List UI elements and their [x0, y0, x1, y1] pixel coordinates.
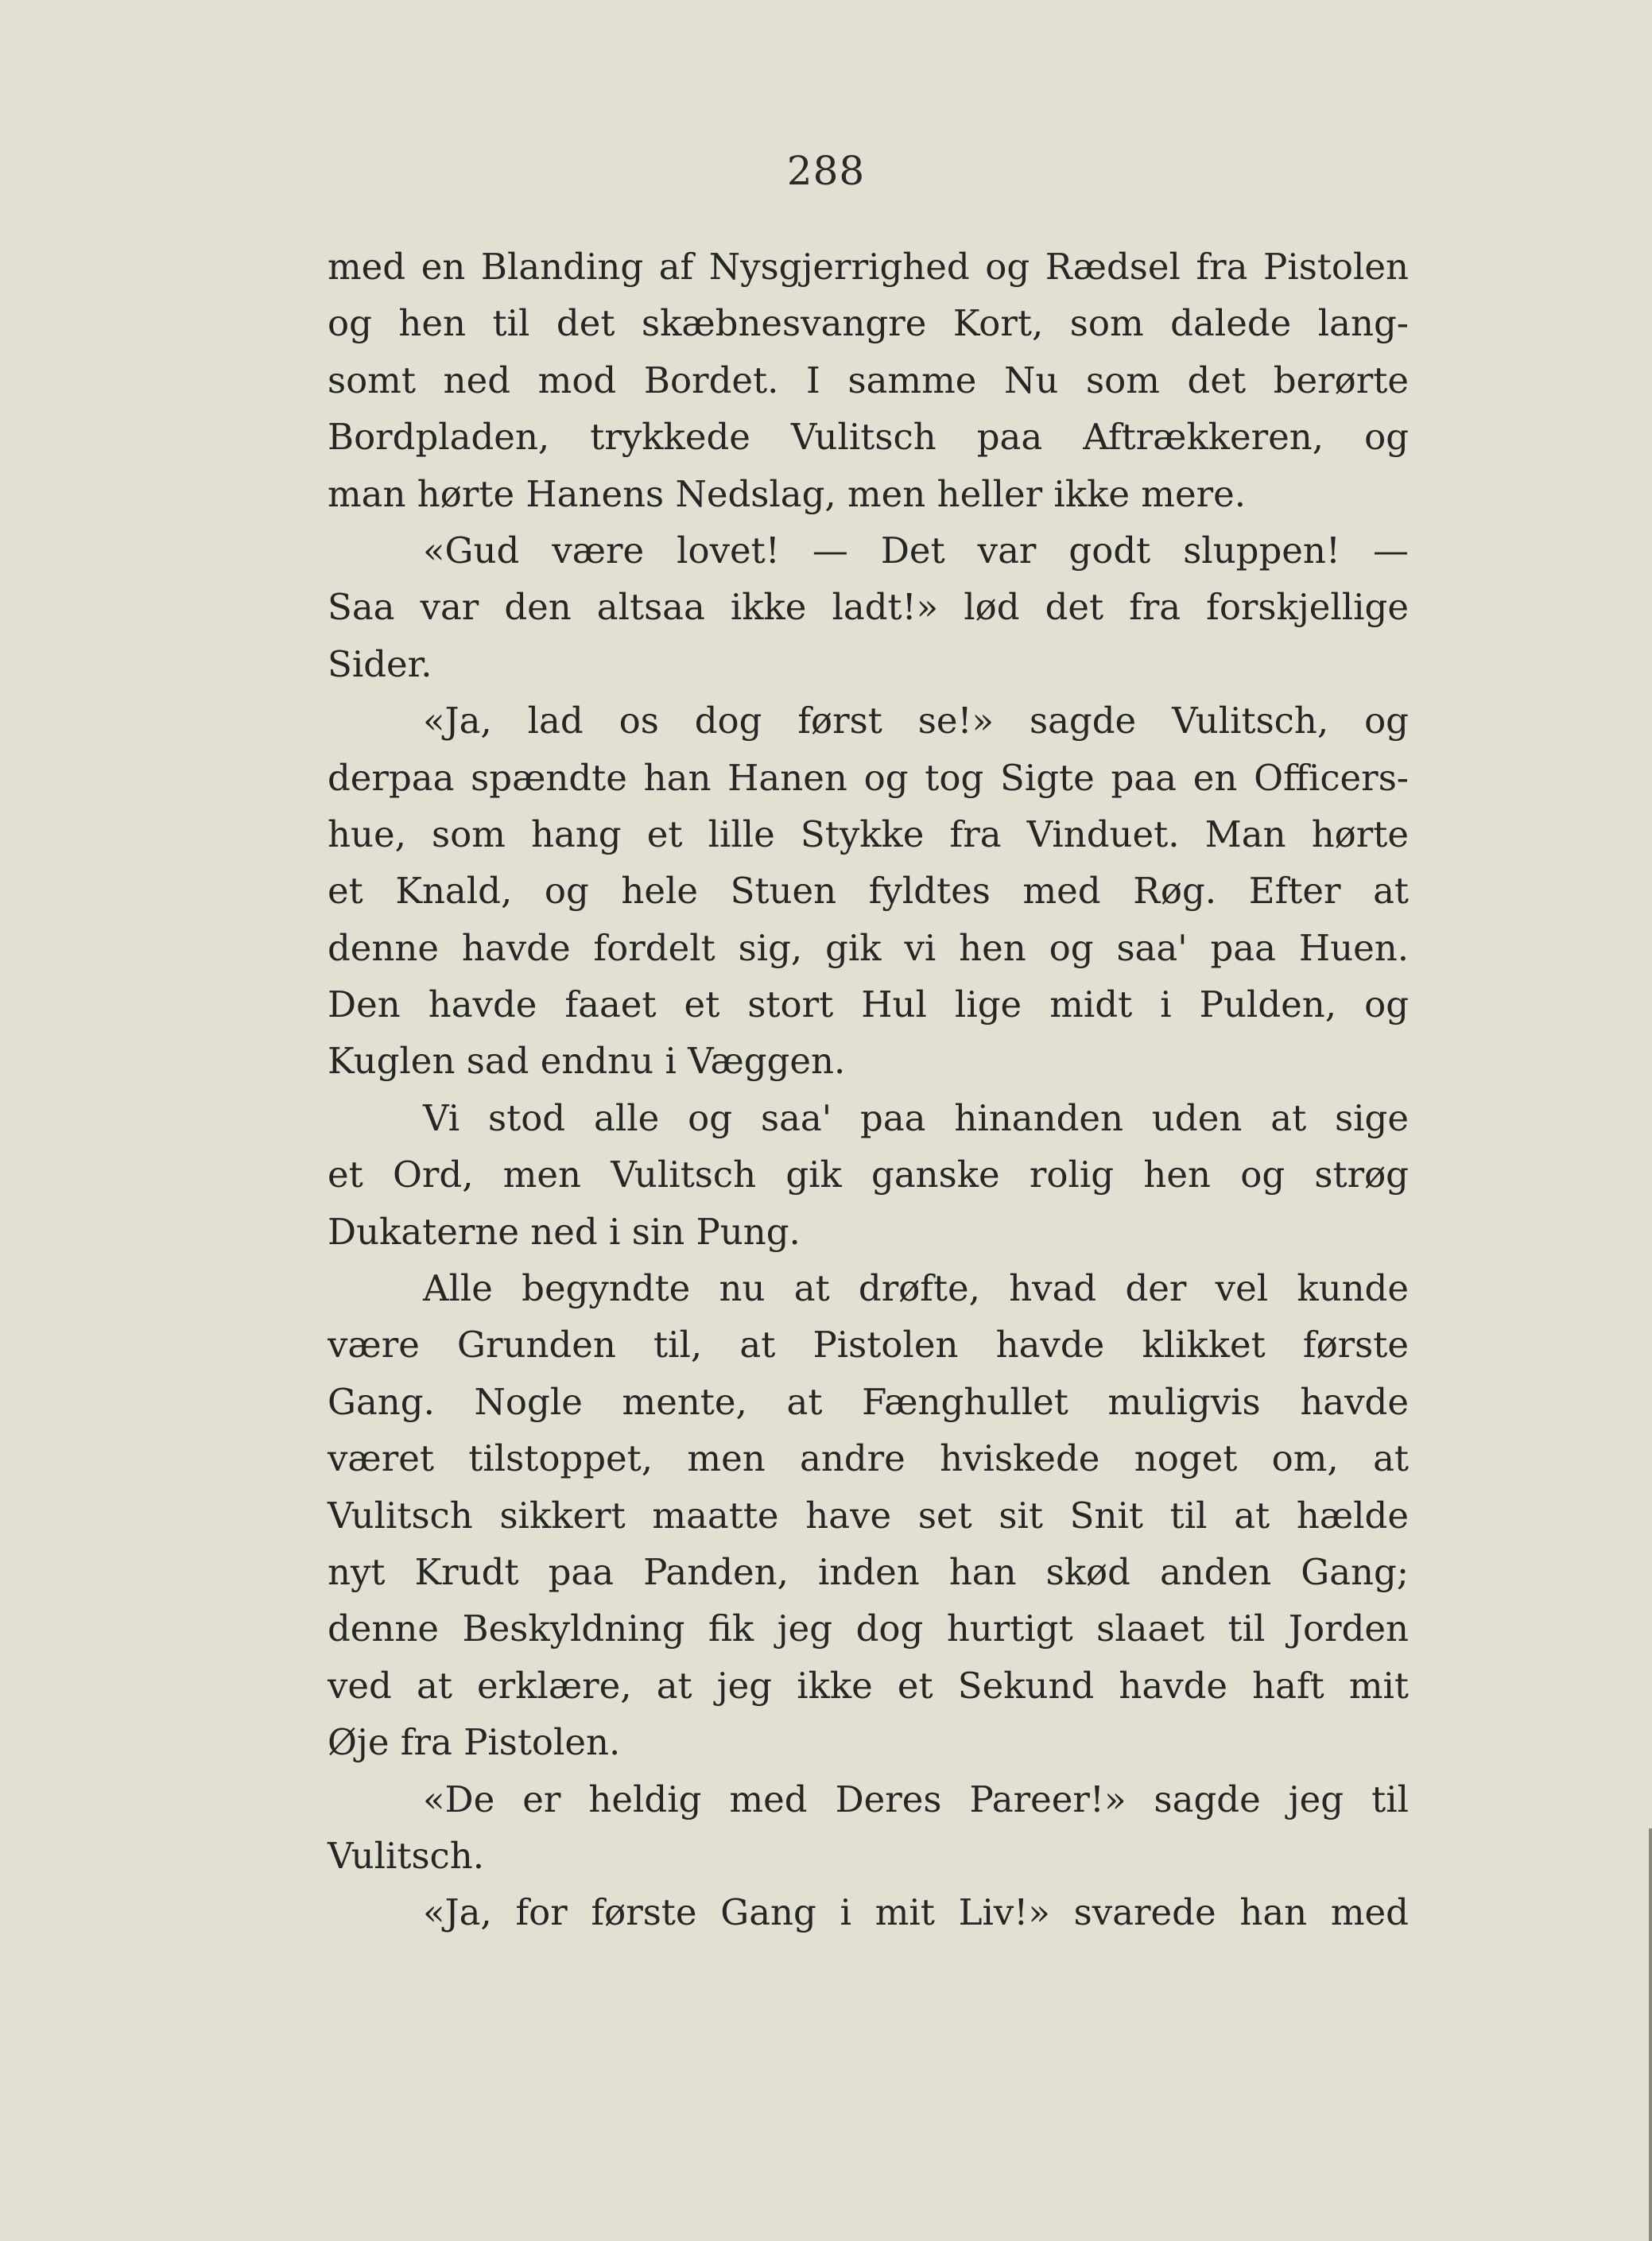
text-line: Kuglen sad endnu i Væggen.	[328, 1040, 846, 1083]
text-line: derpaa spændte han Hanen og tog Sigte paa en Officers-	[328, 756, 1409, 799]
text-line: hue, som hang et lille Stykke fra Vinduet. Man hørte	[328, 812, 1409, 855]
text-line: og hen til det skæbnesvangre Kort, som dalede lang-	[328, 302, 1409, 345]
text-line: denne Beskyldning fik jeg dog hurtigt slaaet til Jorden	[328, 1607, 1409, 1650]
text-line: et Knald, og hele Stuen fyldtes med Røg. Efter at	[328, 870, 1409, 913]
text-line: «Ja, for første Gang i mit Liv!» svarede han med	[423, 1891, 1409, 1934]
text-line: Alle begyndte nu at drøfte, hvad der vel kunde	[423, 1267, 1409, 1310]
text-line: et Ord, men Vulitsch gik ganske rolig hen og strøg	[328, 1153, 1409, 1196]
text-line: Gang. Nogle mente, at Fænghullet muligvis havde	[328, 1380, 1409, 1423]
text-line: Bordpladen, trykkede Vulitsch paa Aftrækkeren, og	[328, 416, 1409, 459]
text-line: med en Blanding af Nysgjerrighed og Rædsel fra Pistolen	[328, 246, 1409, 288]
text-line: Vulitsch.	[328, 1834, 485, 1877]
text-line: «Ja, lad os dog først se!» sagde Vulitsch, og	[423, 700, 1409, 742]
text-line: Øje fra Pistolen.	[328, 1721, 621, 1764]
body-text	[328, 238, 1409, 1941]
text-line: været tilstoppet, men andre hviskede noget om, at	[328, 1437, 1409, 1480]
text-line: Den havde faaet et stort Hul lige midt i Pulden, og	[328, 983, 1409, 1026]
text-line: man hørte Hanens Nedslag, men heller ikke mere.	[328, 472, 1247, 515]
text-line: ved at erklære, at jeg ikke et Sekund havde haft mit	[328, 1664, 1409, 1707]
text-line: Vi stod alle og saa' paa hinanden uden at sige	[423, 1096, 1409, 1139]
page-number: 288	[786, 148, 866, 194]
text-line: nyt Krudt paa Panden, inden han skød anden Gang;	[328, 1550, 1409, 1593]
text-line: somt ned mod Bordet. I samme Nu som det berørte	[328, 359, 1409, 401]
text-line: denne havde fordelt sig, gik vi hen og saa' paa Huen.	[328, 926, 1409, 969]
text-line: Dukaterne ned i sin Pung.	[328, 1210, 801, 1253]
text-line: «Gud være lovet! — Det var godt sluppen! —	[423, 529, 1409, 572]
page-edge-shadow	[1649, 1828, 1652, 2241]
text-line: Vulitsch sikkert maatte have set sit Snit til at hælde	[328, 1494, 1409, 1537]
text-line: «De er heldig med Deres Pareer!» sagde jeg til	[423, 1778, 1409, 1820]
text-line: være Grunden til, at Pistolen havde klikket første	[328, 1324, 1409, 1367]
text-line: Saa var den altsaa ikke ladt!» lød det fra forskjellige	[328, 586, 1409, 629]
text-line: Sider.	[328, 642, 432, 685]
